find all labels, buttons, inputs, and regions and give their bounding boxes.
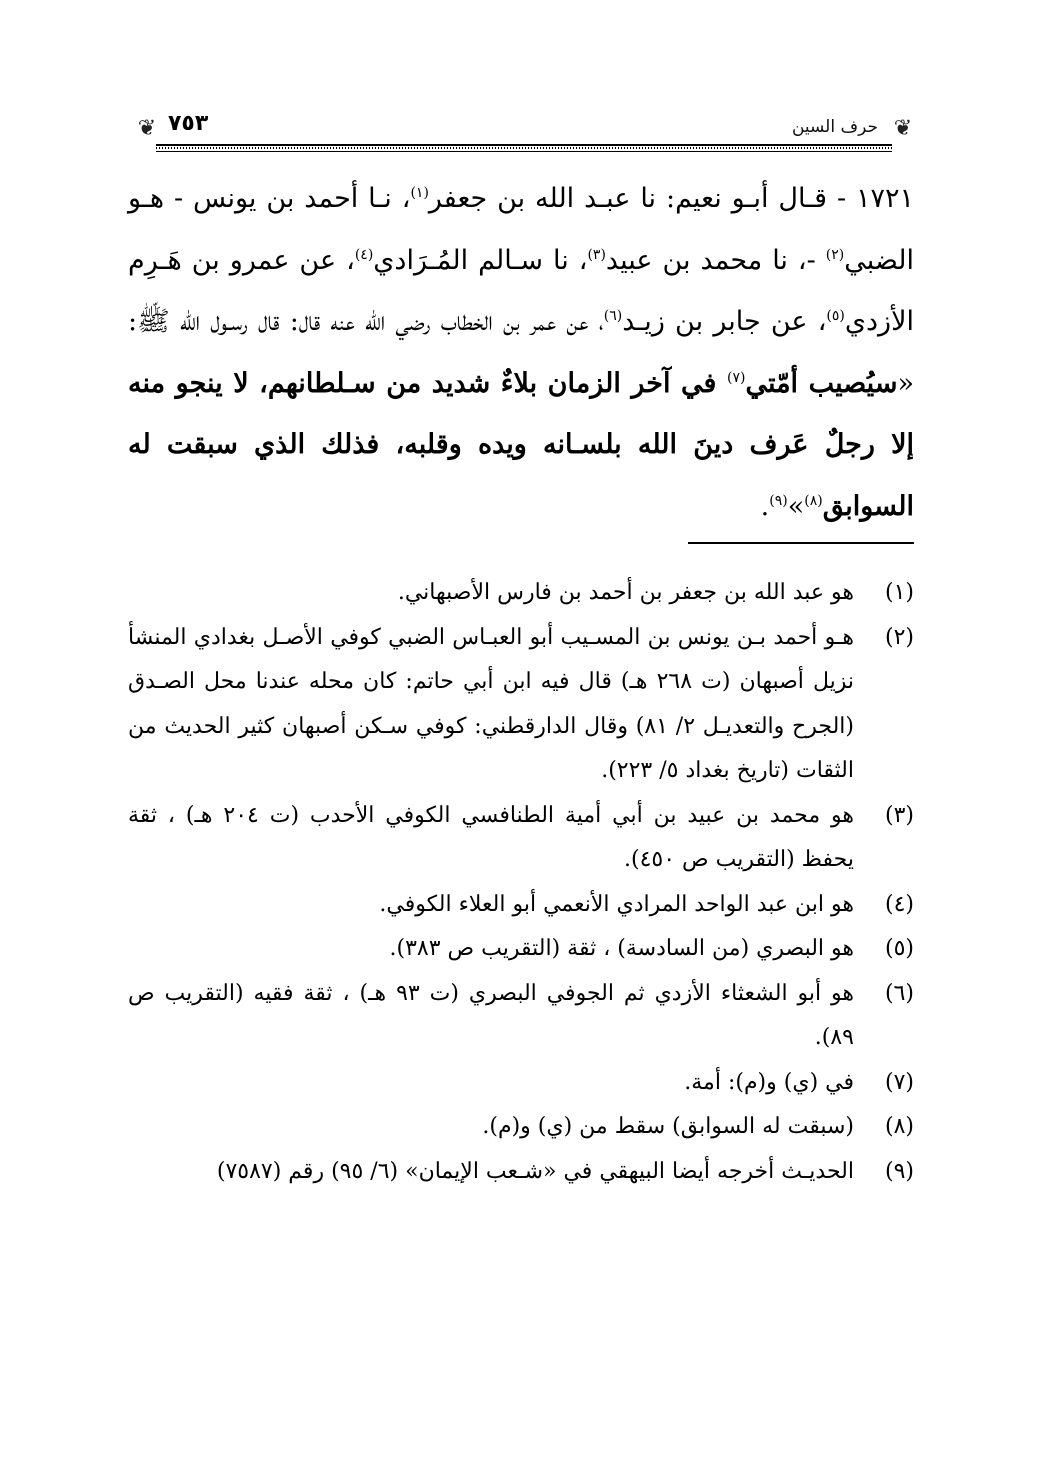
footnote-number: (٣) — [884, 802, 914, 828]
footnote-item — [128, 794, 914, 883]
ornament-icon: ❦ — [893, 116, 913, 141]
footnote-number: (٩) — [884, 1158, 914, 1184]
footnote-ref: (٣) — [587, 246, 606, 263]
footnote-text: هو أبو الشعثاء الأزدي ثم الجوفي البصري (ت ٩٣ هـ) ، ثقة فقيه (التقريب ص ٨٩). — [128, 980, 854, 1050]
chain-text: ، نـا أحمد بن يونس - هـو الضبي — [128, 183, 915, 276]
main-text — [128, 168, 914, 537]
footnotes — [128, 571, 914, 1194]
footnote-ref: (٧) — [726, 369, 746, 386]
footnote-item — [128, 571, 914, 616]
chain-text: ، عن جابر بن زيـد — [622, 306, 827, 337]
header-rule — [156, 144, 892, 152]
footnote-text: هو محمد بن عبيد بن أبي أمية الطنافسي الكوفي الأحدب (ت ٢٠٤ هـ) ، ثقة يحفظ (التقريب ص ٤٥٠). — [128, 802, 854, 872]
chain-text: ، نا سـالم المُـرَادي — [373, 244, 588, 276]
chain-text: ، عن عمرو بن هَـرِم الأزدي — [128, 244, 914, 337]
running-header — [128, 113, 914, 153]
footnote-item — [128, 616, 914, 794]
quote-close: » — [787, 490, 805, 522]
footnote-item — [128, 1150, 914, 1195]
footnote-text: هو ابن عبد الواحد المرادي الأنعمي أبو العلاء الكوفي. — [379, 891, 854, 917]
footnote-text: في (ي) و(م): أمة. — [684, 1069, 854, 1095]
hadith-text: سيُصيب أمّتي — [745, 367, 898, 399]
footnote-separator — [688, 542, 914, 544]
footnote-item — [128, 1105, 914, 1150]
footnote-item — [128, 972, 914, 1061]
footnote-ref: (٨) — [804, 492, 823, 509]
footnote-ref: (١) — [410, 185, 429, 201]
footnote-item — [128, 883, 914, 928]
footnote-number: (٤) — [884, 891, 914, 917]
footnote-item — [128, 1061, 914, 1106]
footnote-number: (٧) — [884, 1069, 914, 1095]
chapter-title: حرف السين — [791, 117, 878, 137]
footnote-text: هو عبد الله بن جعفر بن أحمد بن فارس الأصبهاني. — [397, 580, 854, 605]
footnote-ref: (٤) — [354, 246, 374, 263]
hadith-text: في آخر الزمان بلاءٌ شديد من سـلطانهم، لا ينجو منه إلا رجلٌ عَرف دينَ الله بلسـانه ويده وقلبه، فذلك الذي سبقت له السوابق — [128, 367, 914, 522]
chain-text: ، عن عمر بن الخطاب رضي الله عنه قال: قال رسـول الله ﷺ: « — [128, 306, 914, 399]
footnote-ref: (٦) — [603, 308, 623, 324]
chain-text: -، نا محمد بن عبيد — [605, 244, 826, 276]
footnote-ref: (٩) — [769, 492, 788, 509]
footnote-item — [128, 927, 914, 972]
footnote-ref: (٢) — [825, 246, 845, 263]
footnote-number: (٨) — [884, 1114, 914, 1139]
footnote-number: (١) — [884, 580, 914, 605]
end-period: . — [760, 490, 770, 522]
footnote-text: هو البصري (من السادسة) ، ثقة (التقريب ص ٣٨٣). — [389, 936, 854, 961]
page-number: ٧٥٣ — [168, 111, 209, 136]
footnote-number: (٢) — [884, 624, 914, 650]
footnote-number: (٦) — [884, 980, 914, 1006]
footnote-text: هـو أحمد بـن يونس بن المسـيب أبو العبـاس الضبي كوفي الأصـل بغدادي المنشأ نزيل أصبهان (ت ٢٦٨ هـ) قال فيه ابن أبي حاتم: كان محله عندنا محل الصـدق (الجرح والتعديـل ٢/ ٨١) وقال الدارقطني: كوفي سـكن أصبهان كثير الحديث من الثقات (تاريخ بغداد ٥/ ٢٢٣). — [128, 624, 854, 783]
footnote-text: (سبقت له السوابق) سقط من (ي) و(م). — [482, 1114, 854, 1139]
footnote-ref: (٥) — [826, 308, 845, 324]
footnote-number: (٥) — [884, 936, 914, 961]
ornament-icon: ❦ — [137, 116, 157, 141]
footnote-text: الحديـث أخرجه أيضا البيهقي في «شـعب الإيمان» (٦/ ٩٥) رقم (٧٥٨٧) — [216, 1158, 854, 1184]
hadith-number-and-chain: ١٧٢١ - قـال أبـو نعيم: نا عبـد الله بن جعفر — [428, 183, 914, 214]
